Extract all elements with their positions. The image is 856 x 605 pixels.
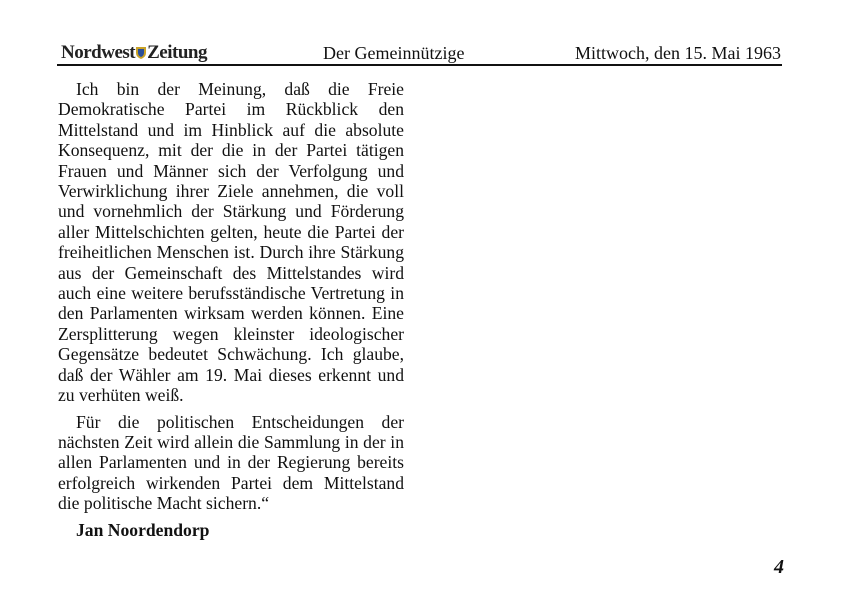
article-column (58, 79, 404, 540)
article-paragraph-2: Für die politischen Entscheidungen der nächsten Zeit wird allein die Sammlung in der in allen Parlamenten und in der Regierung bereits erfolgreich wirkenden Partei dem Mittelstand die politische Macht sichern.“ (58, 411, 404, 514)
logo-word-left: Nordwest (61, 42, 136, 63)
author-signature: Jan Noordendorp (76, 519, 210, 540)
header-rule (57, 64, 782, 66)
issue-date: Mittwoch, den 15. Mai 1963 (575, 43, 781, 63)
page-number: 4 (774, 556, 784, 578)
newspaper-logo (61, 42, 207, 64)
article-paragraph-1: Ich bin der Meinung, daß die Freie Demokratische Partei im Rückblick den Mittelstand und im Hinblick auf die absolute Konsequenz, mit der die in der Partei tätigen Frauen und Männer sich der Verfolgung und Verwirklichung ihrer Ziele annehmen, die voll und vornehmlich der Stärkung und Förderung aller Mittelschichten gelten, heute die Partei der freiheitlichen Menschen ist. Durch ihre Stärkung aus der Gemeinschaft des Mittelstandes wird auch eine weitere berufsständische Vertretung in den Parlamenten wirksam werden können. Eine Zersplitterung wegen kleinster ideologischer Gegensätze bedeutet Schwächung. Ich glaube, daß der Wähler am 19. Mai dieses erkennt und zu verhüten weiß. (58, 79, 404, 406)
crest-icon (136, 43, 146, 55)
page-header (61, 40, 781, 64)
section-title: Der Gemeinnützige (323, 43, 465, 63)
logo-word-right: Zeitung (147, 42, 207, 63)
